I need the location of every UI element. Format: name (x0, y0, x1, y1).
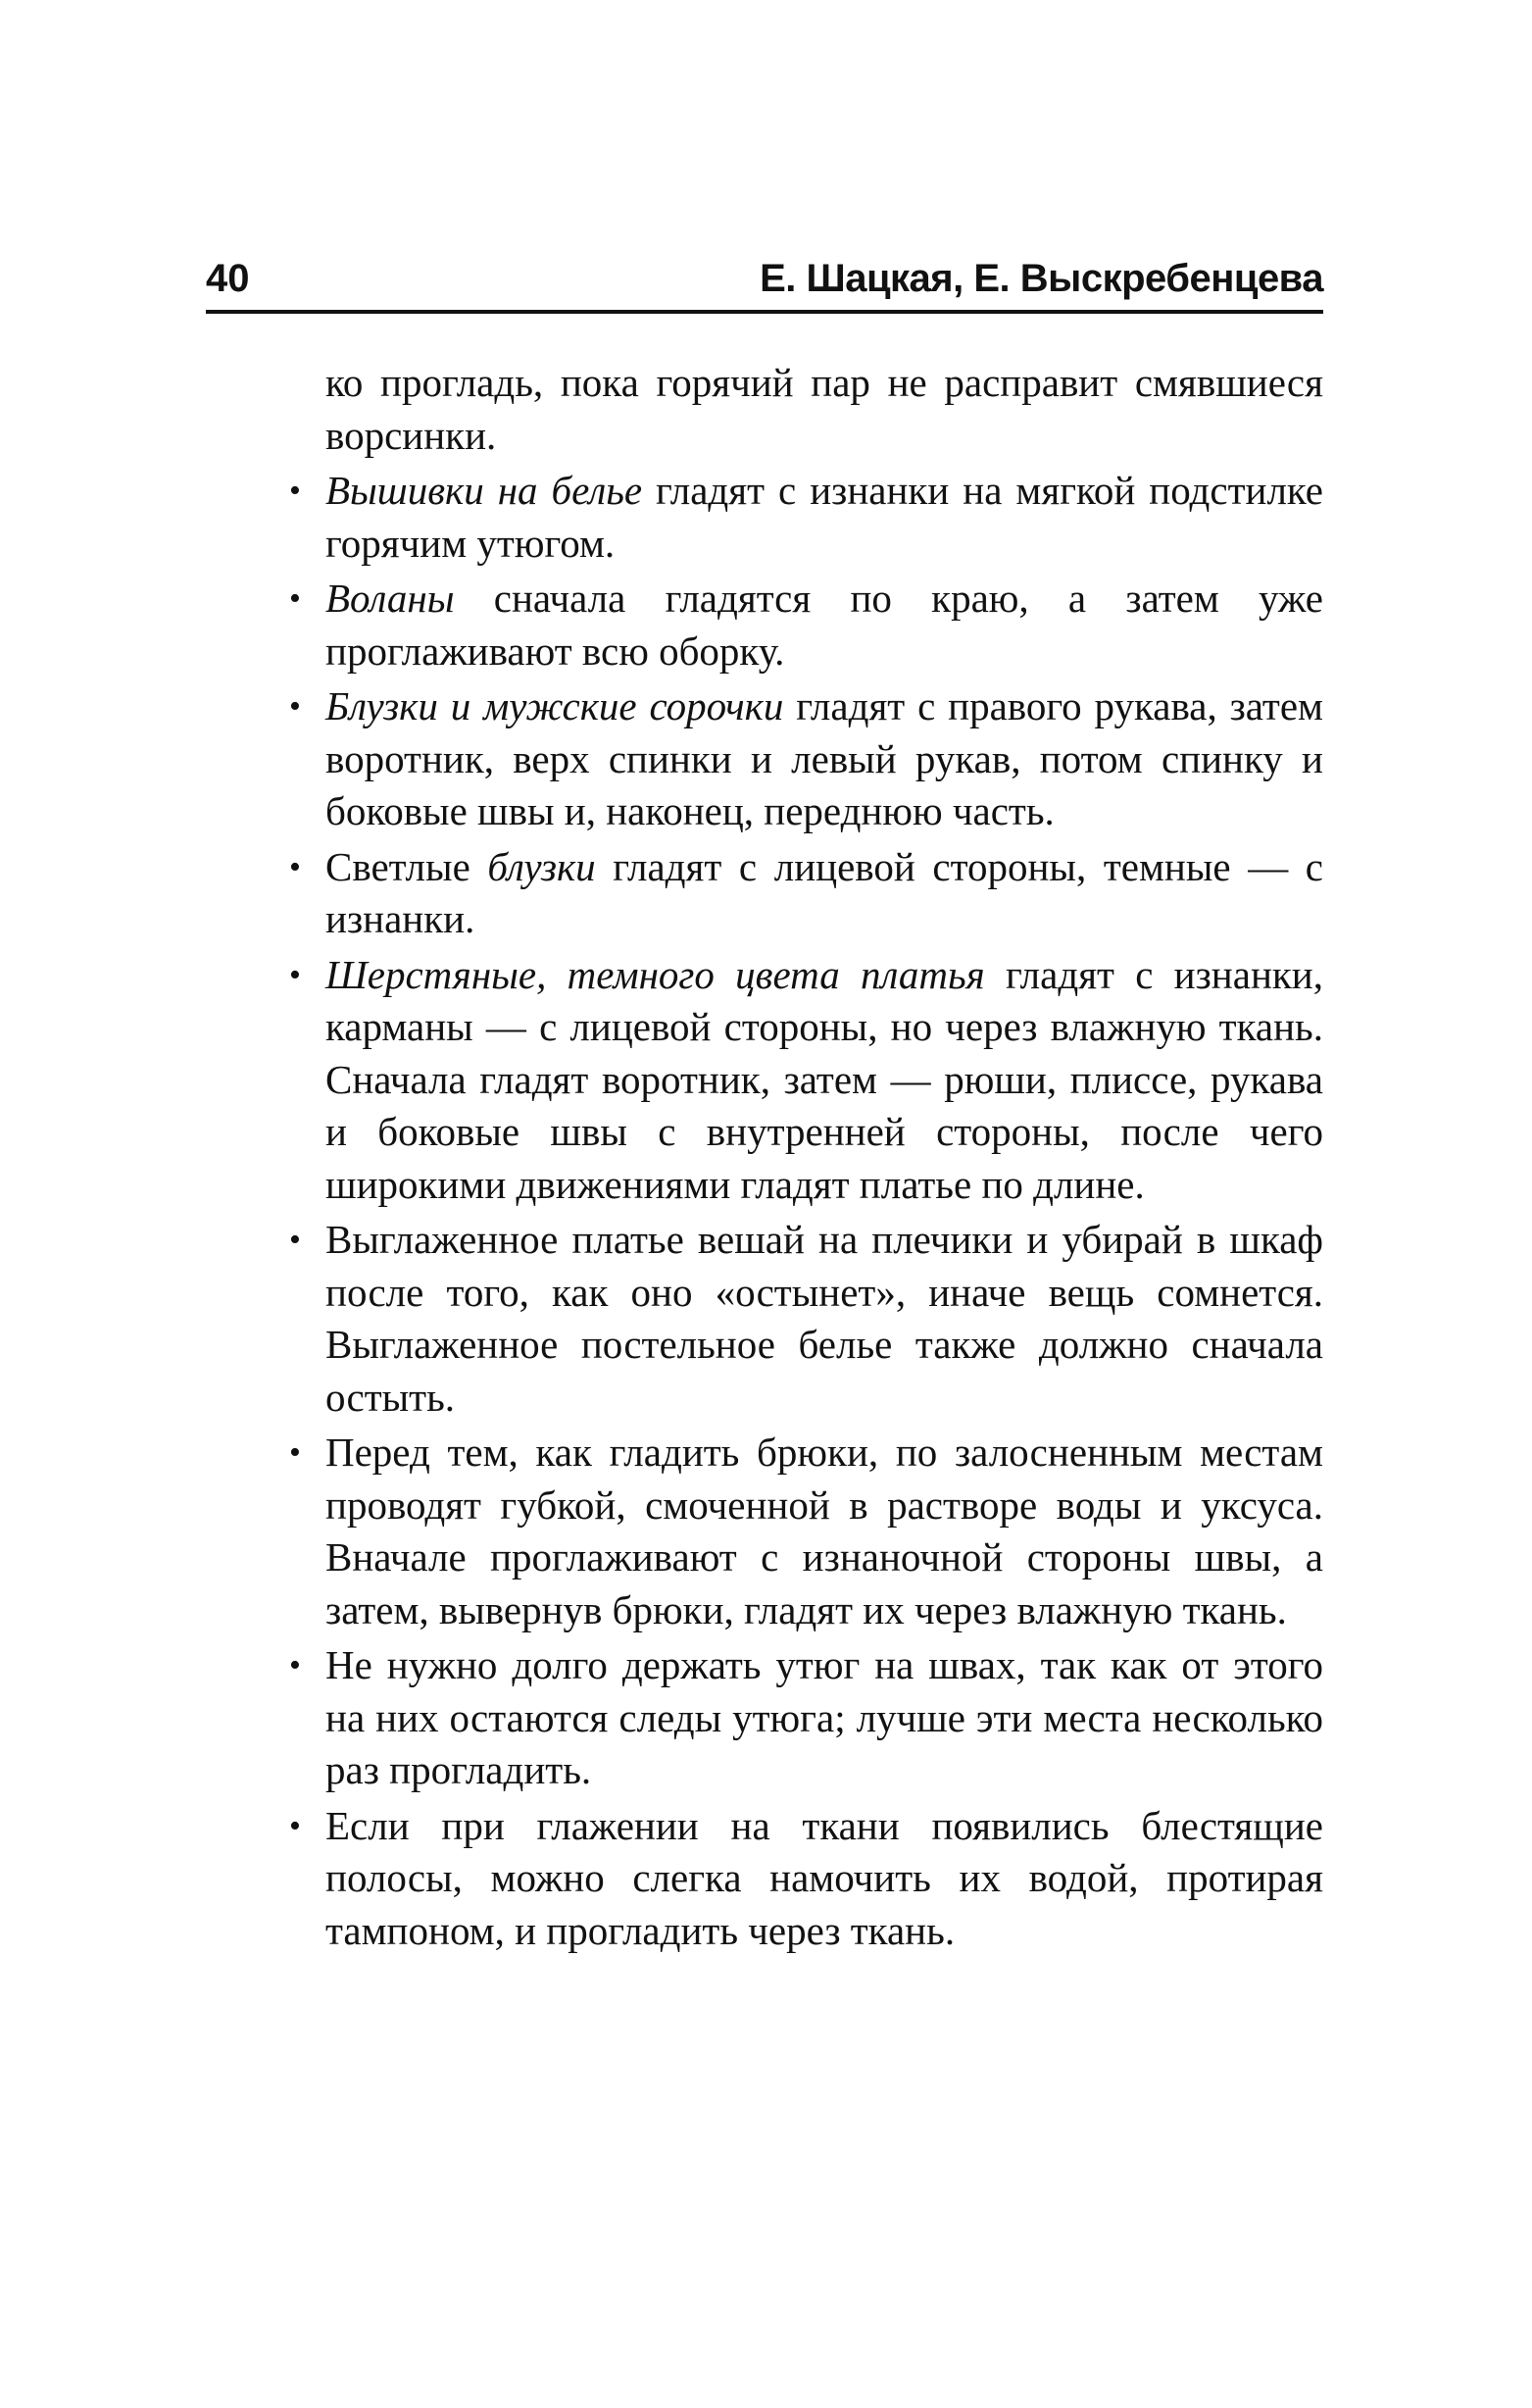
item-prefix: Светлые (325, 843, 488, 889)
list-item (289, 1427, 1323, 1636)
page-number: 40 (206, 257, 250, 300)
item-lead: блузки (487, 843, 596, 889)
bullet-icon: • (289, 956, 301, 993)
list-item (289, 949, 1323, 1212)
item-text: гладят с правого рукава, затем воротник, верх спинки и левый рукав, потом спинку и боковые швы и, наконец, переднюю часть. (325, 683, 1323, 833)
bullet-icon: • (289, 848, 301, 885)
list-item (289, 1639, 1323, 1797)
list-item (289, 1214, 1323, 1424)
item-lead: Вышивки на белье (325, 468, 643, 513)
list-item (289, 841, 1324, 946)
list-item (289, 465, 1323, 570)
item-lead: Шерстяные, темного цвета платья (325, 951, 985, 997)
item-lead: Воланы (325, 576, 455, 621)
bullet-icon: • (289, 1434, 301, 1471)
page-header (206, 251, 1323, 306)
item-text: Перед тем, как гладить брюки, по залосненным местам проводят губкой, смоченной в растворе воды и уксуса. Вначале проглаживают с изнаночной стороны швы, а затем, вывернув брюки, гладят их через влажную ткань. (325, 1430, 1323, 1632)
bullet-icon: • (289, 1647, 301, 1683)
item-text: гладят с изнанки на мягкой подстилке горячим утюгом. (325, 468, 1323, 566)
list-item (289, 1800, 1323, 1958)
continuation-paragraph: ко прогладь, пока горячий пар не расправит смявшиеся ворсинки. (325, 360, 1323, 458)
list-item (289, 573, 1323, 677)
bullet-icon: • (289, 473, 301, 509)
bullet-icon: • (289, 1222, 301, 1258)
bullet-icon: • (289, 1807, 301, 1844)
item-lead: Блузки и мужские сорочки (325, 683, 784, 728)
bullet-icon: • (289, 580, 301, 617)
item-text: гладят с лицевой стороны, темные — с изнанки. (325, 843, 1324, 941)
item-text: сначала гладятся по краю, а затем уже проглаживают всю оборку. (325, 576, 1323, 674)
item-text: Не нужно долго держать утюг на швах, так как от этого на них остаются следы утюга; лучше эти места несколько раз прогладить. (325, 1642, 1323, 1792)
item-text: Выглаженное платье вешай на плечики и убирай в шкаф после того, как оно «остынет», иначе вещь сомнется. Выглаженное постельное белье также должно сначала остыть. (325, 1217, 1323, 1420)
list-item (289, 680, 1323, 838)
header-rule (206, 310, 1323, 314)
body-text (289, 357, 1324, 1960)
item-text: гладят с изнанки, карманы — с лицевой стороны, но через влажную ткань. Сначала гладят воротник, затем — рюши, плиссе, рукава и боковые швы с внутренней стороны, после чего широкими движениями гладят платье по длине. (325, 951, 1323, 1207)
item-text: Если при глажении на ткани появились блестящие полосы, можно слегка намочить их водой, протирая тампоном, и прогладить через ткань. (325, 1802, 1323, 1953)
bullet-icon: • (289, 688, 301, 725)
running-head: Е. Шацкая, Е. Выскребенцева (760, 257, 1323, 300)
